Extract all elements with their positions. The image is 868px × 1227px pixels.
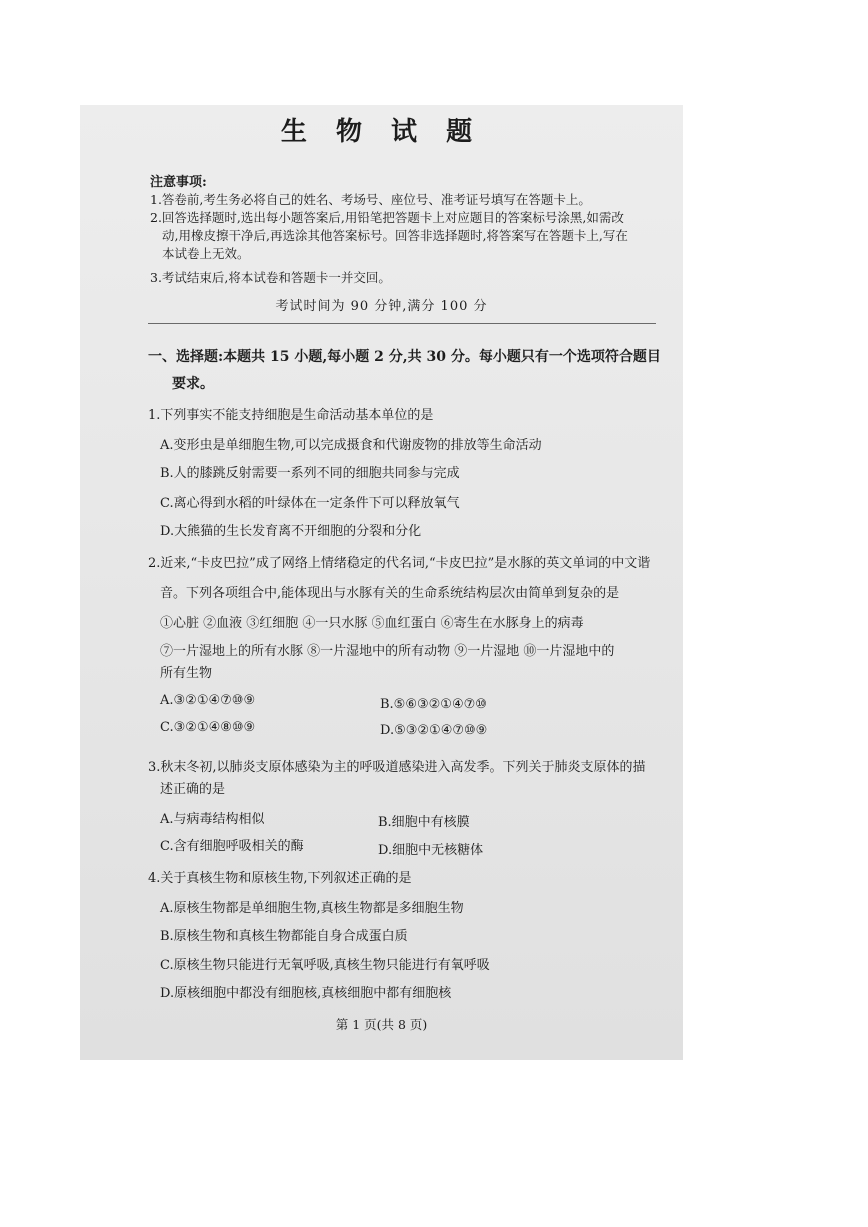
q3-option-d: D.细胞中无核糖体	[378, 843, 484, 858]
q4-option-b: B.原核生物和真核生物都能自身合成蛋白质	[160, 929, 408, 944]
q2-option-a: A.③②①④⑦⑩⑨	[160, 693, 256, 708]
q2-option-d: D.⑤③②①④⑦⑩⑨	[380, 723, 488, 738]
q2-option-c: C.③②①④⑧⑩⑨	[160, 720, 256, 735]
section-heading-cont: 要求。	[172, 376, 214, 392]
divider	[148, 323, 656, 324]
note-line-4: 本试卷上无效。	[162, 246, 250, 261]
q2-items-1: ①心脏 ②血液 ③红细胞 ④一只水豚 ⑤血红蛋白 ⑥寄生在水豚身上的病毒	[160, 616, 584, 631]
q4-option-a: A.原核生物都是单细胞生物,真核生物都是多细胞生物	[160, 901, 464, 916]
exam-info: 考试时间为 90 分钟,满分 100 分	[275, 299, 488, 314]
q4-option-d: D.原核细胞中都没有细胞核,真核细胞中都有细胞核	[160, 986, 452, 1001]
exam-paper	[80, 105, 683, 1060]
q1-option-b: B.人的膝跳反射需要一系列不同的细胞共同参与完成	[160, 466, 460, 481]
q3-option-a: A.与病毒结构相似	[160, 812, 265, 827]
q1-option-c: C.离心得到水稻的叶绿体在一定条件下可以释放氧气	[160, 496, 460, 511]
q2-option-b: B.⑤⑥③②①④⑦⑩	[380, 697, 487, 712]
page-title: 生 物 试 题	[280, 117, 483, 147]
q1-stem: 1.下列事实不能支持细胞是生命活动基本单位的是	[148, 408, 434, 423]
q2-stem-1: 2.近来,“卡皮巴拉”成了网络上情绪稳定的代名词,“卡皮巴拉”是水豚的英文单词的中文谐	[148, 556, 651, 571]
q1-option-d: D.大熊猫的生长发育离不开细胞的分裂和分化	[160, 524, 422, 539]
page-footer: 第 1 页(共 8 页)	[335, 1017, 428, 1032]
q2-items-2: ⑦一片湿地上的所有水豚 ⑧一片湿地中的所有动物 ⑨一片湿地 ⑩一片湿地中的	[160, 644, 615, 659]
q3-option-c: C.含有细胞呼吸相关的酶	[160, 839, 304, 854]
notes-heading: 注意事项:	[150, 175, 207, 190]
note-line-3: 动,用橡皮擦干净后,再选涂其他答案标号。回答非选择题时,将答案写在答题卡上,写在	[162, 228, 628, 243]
q4-stem: 4.关于真核生物和原核生物,下列叙述正确的是	[148, 871, 412, 886]
section-heading: 一、选择题:本题共 15 小题,每小题 2 分,共 30 分。每小题只有一个选项符合题目	[148, 349, 661, 365]
q4-option-c: C.原核生物只能进行无氧呼吸,真核生物只能进行有氧呼吸	[160, 958, 490, 973]
note-line-2: 2.回答选择题时,选出每小题答案后,用铅笔把答题卡上对应题目的答案标号涂黑,如需改	[150, 210, 624, 225]
q3-stem-1: 3.秋末冬初,以肺炎支原体感染为主的呼吸道感染进入高发季。下列关于肺炎支原体的描	[148, 760, 646, 775]
q2-stem-2: 音。下列各项组合中,能体现出与水豚有关的生命系统结构层次由简单到复杂的是	[160, 586, 620, 601]
q3-option-b: B.细胞中有核膜	[378, 815, 470, 830]
q1-option-a: A.变形虫是单细胞生物,可以完成摄食和代谢废物的排放等生命活动	[160, 438, 542, 453]
q3-stem-2: 述正确的是	[160, 782, 226, 797]
note-line-5: 3.考试结束后,将本试卷和答题卡一并交回。	[150, 270, 391, 285]
note-line-1: 1.答卷前,考生务必将自己的姓名、考场号、座位号、准考证号填写在答题卡上。	[150, 192, 591, 207]
q2-items-3: 所有生物	[160, 666, 213, 681]
